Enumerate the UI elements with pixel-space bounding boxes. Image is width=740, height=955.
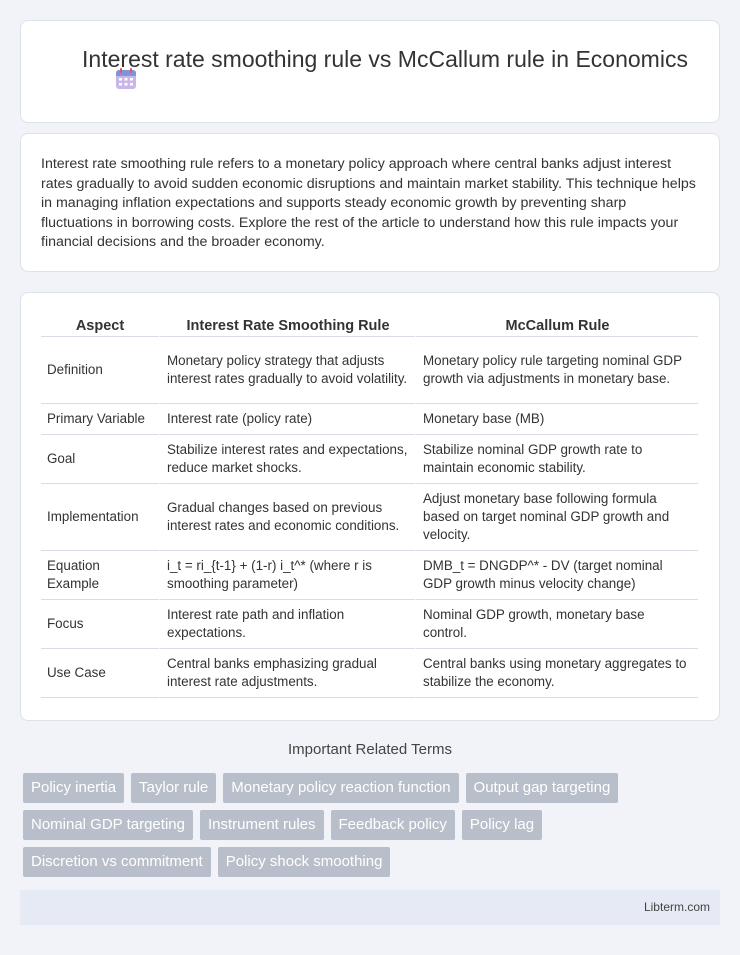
smoothing-cell: Interest rate path and inflation expectations. (159, 600, 415, 649)
aspect-cell: Goal (41, 435, 159, 484)
smoothing-cell: Gradual changes based on previous interest rates and economic conditions. (159, 484, 415, 551)
table-row (41, 337, 698, 404)
tag-nominal-gdp-targeting[interactable]: Nominal GDP targeting (23, 810, 193, 840)
intro-card (20, 133, 720, 272)
header-card (20, 20, 720, 123)
tag-monetary-policy-reaction-function[interactable]: Monetary policy reaction function (223, 773, 458, 803)
table-row (41, 649, 698, 698)
aspect-cell: Definition (41, 337, 159, 404)
smoothing-cell: Interest rate (policy rate) (159, 404, 415, 435)
footer (20, 890, 720, 925)
mccallum-cell: Monetary base (MB) (415, 404, 698, 435)
aspect-cell: Equation Example (41, 551, 159, 600)
aspect-cell: Primary Variable (41, 404, 159, 435)
tag-row (23, 810, 703, 840)
smoothing-cell: Central banks emphasizing gradual interest rate adjustments. (159, 649, 415, 698)
smoothing-cell: Monetary policy strategy that adjusts interest rates gradually to avoid volatility. (159, 337, 415, 404)
table-header-row (41, 314, 698, 337)
table-row (41, 484, 698, 551)
comparison-table (41, 314, 698, 698)
tag-policy-lag[interactable]: Policy lag (462, 810, 542, 840)
footer-site-link[interactable]: Libterm.com (643, 900, 710, 914)
aspect-cell: Use Case (41, 649, 159, 698)
page-title: Interest rate smoothing rule vs McCallum rule in Economics (82, 46, 688, 72)
aspect-cell: Focus (41, 600, 159, 649)
tag-policy-inertia[interactable]: Policy inertia (23, 773, 124, 803)
header-mccallum-rule: McCallum Rule (415, 314, 698, 337)
comparison-card (20, 292, 720, 721)
mccallum-cell: Stabilize nominal GDP growth rate to maintain economic stability. (415, 435, 698, 484)
intro-paragraph: Interest rate smoothing rule refers to a monetary policy approach where central banks adjust interest rates gradually to avoid sudden economic disruptions and maintain market stability. This technique helps in managing inflation expectations and supports steady economic growth by preventing sharp fluctuations in borrowing costs. Explore the rest of the article to understand how this rule impacts your financial decisions and the broader economy. (41, 156, 696, 251)
tag-policy-shock-smoothing[interactable]: Policy shock smoothing (218, 847, 391, 877)
tag-output-gap-targeting[interactable]: Output gap targeting (466, 773, 619, 803)
tag-instrument-rules[interactable]: Instrument rules (200, 810, 324, 840)
table-row (41, 404, 698, 435)
tag-row (23, 847, 703, 877)
mccallum-cell: DMB_t = DNGDP^* - DV (target nominal GDP growth minus velocity change) (415, 551, 698, 600)
related-terms-title: Important Related Terms (288, 741, 452, 758)
aspect-cell: Implementation (41, 484, 159, 551)
related-terms-list (23, 773, 703, 884)
mccallum-cell: Central banks using monetary aggregates to stabilize the economy. (415, 649, 698, 698)
table-row (41, 435, 698, 484)
tag-taylor-rule[interactable]: Taylor rule (131, 773, 216, 803)
smoothing-cell: i_t = ri_{t-1} + (1-r) i_t^* (where r is smoothing parameter) (159, 551, 415, 600)
mccallum-cell: Monetary policy rule targeting nominal GDP growth via adjustments in monetary base. (415, 337, 698, 404)
tag-discretion-vs-commitment[interactable]: Discretion vs commitment (23, 847, 211, 877)
header-smoothing-rule: Interest Rate Smoothing Rule (159, 314, 415, 337)
tag-row (23, 773, 703, 803)
table-row (41, 600, 698, 649)
table-row (41, 551, 698, 600)
smoothing-cell: Stabilize interest rates and expectations, reduce market shocks. (159, 435, 415, 484)
tag-feedback-policy[interactable]: Feedback policy (331, 810, 455, 840)
mccallum-cell: Nominal GDP growth, monetary base control. (415, 600, 698, 649)
header-aspect: Aspect (41, 314, 159, 337)
mccallum-cell: Adjust monetary base following formula based on target nominal GDP growth and velocity. (415, 484, 698, 551)
